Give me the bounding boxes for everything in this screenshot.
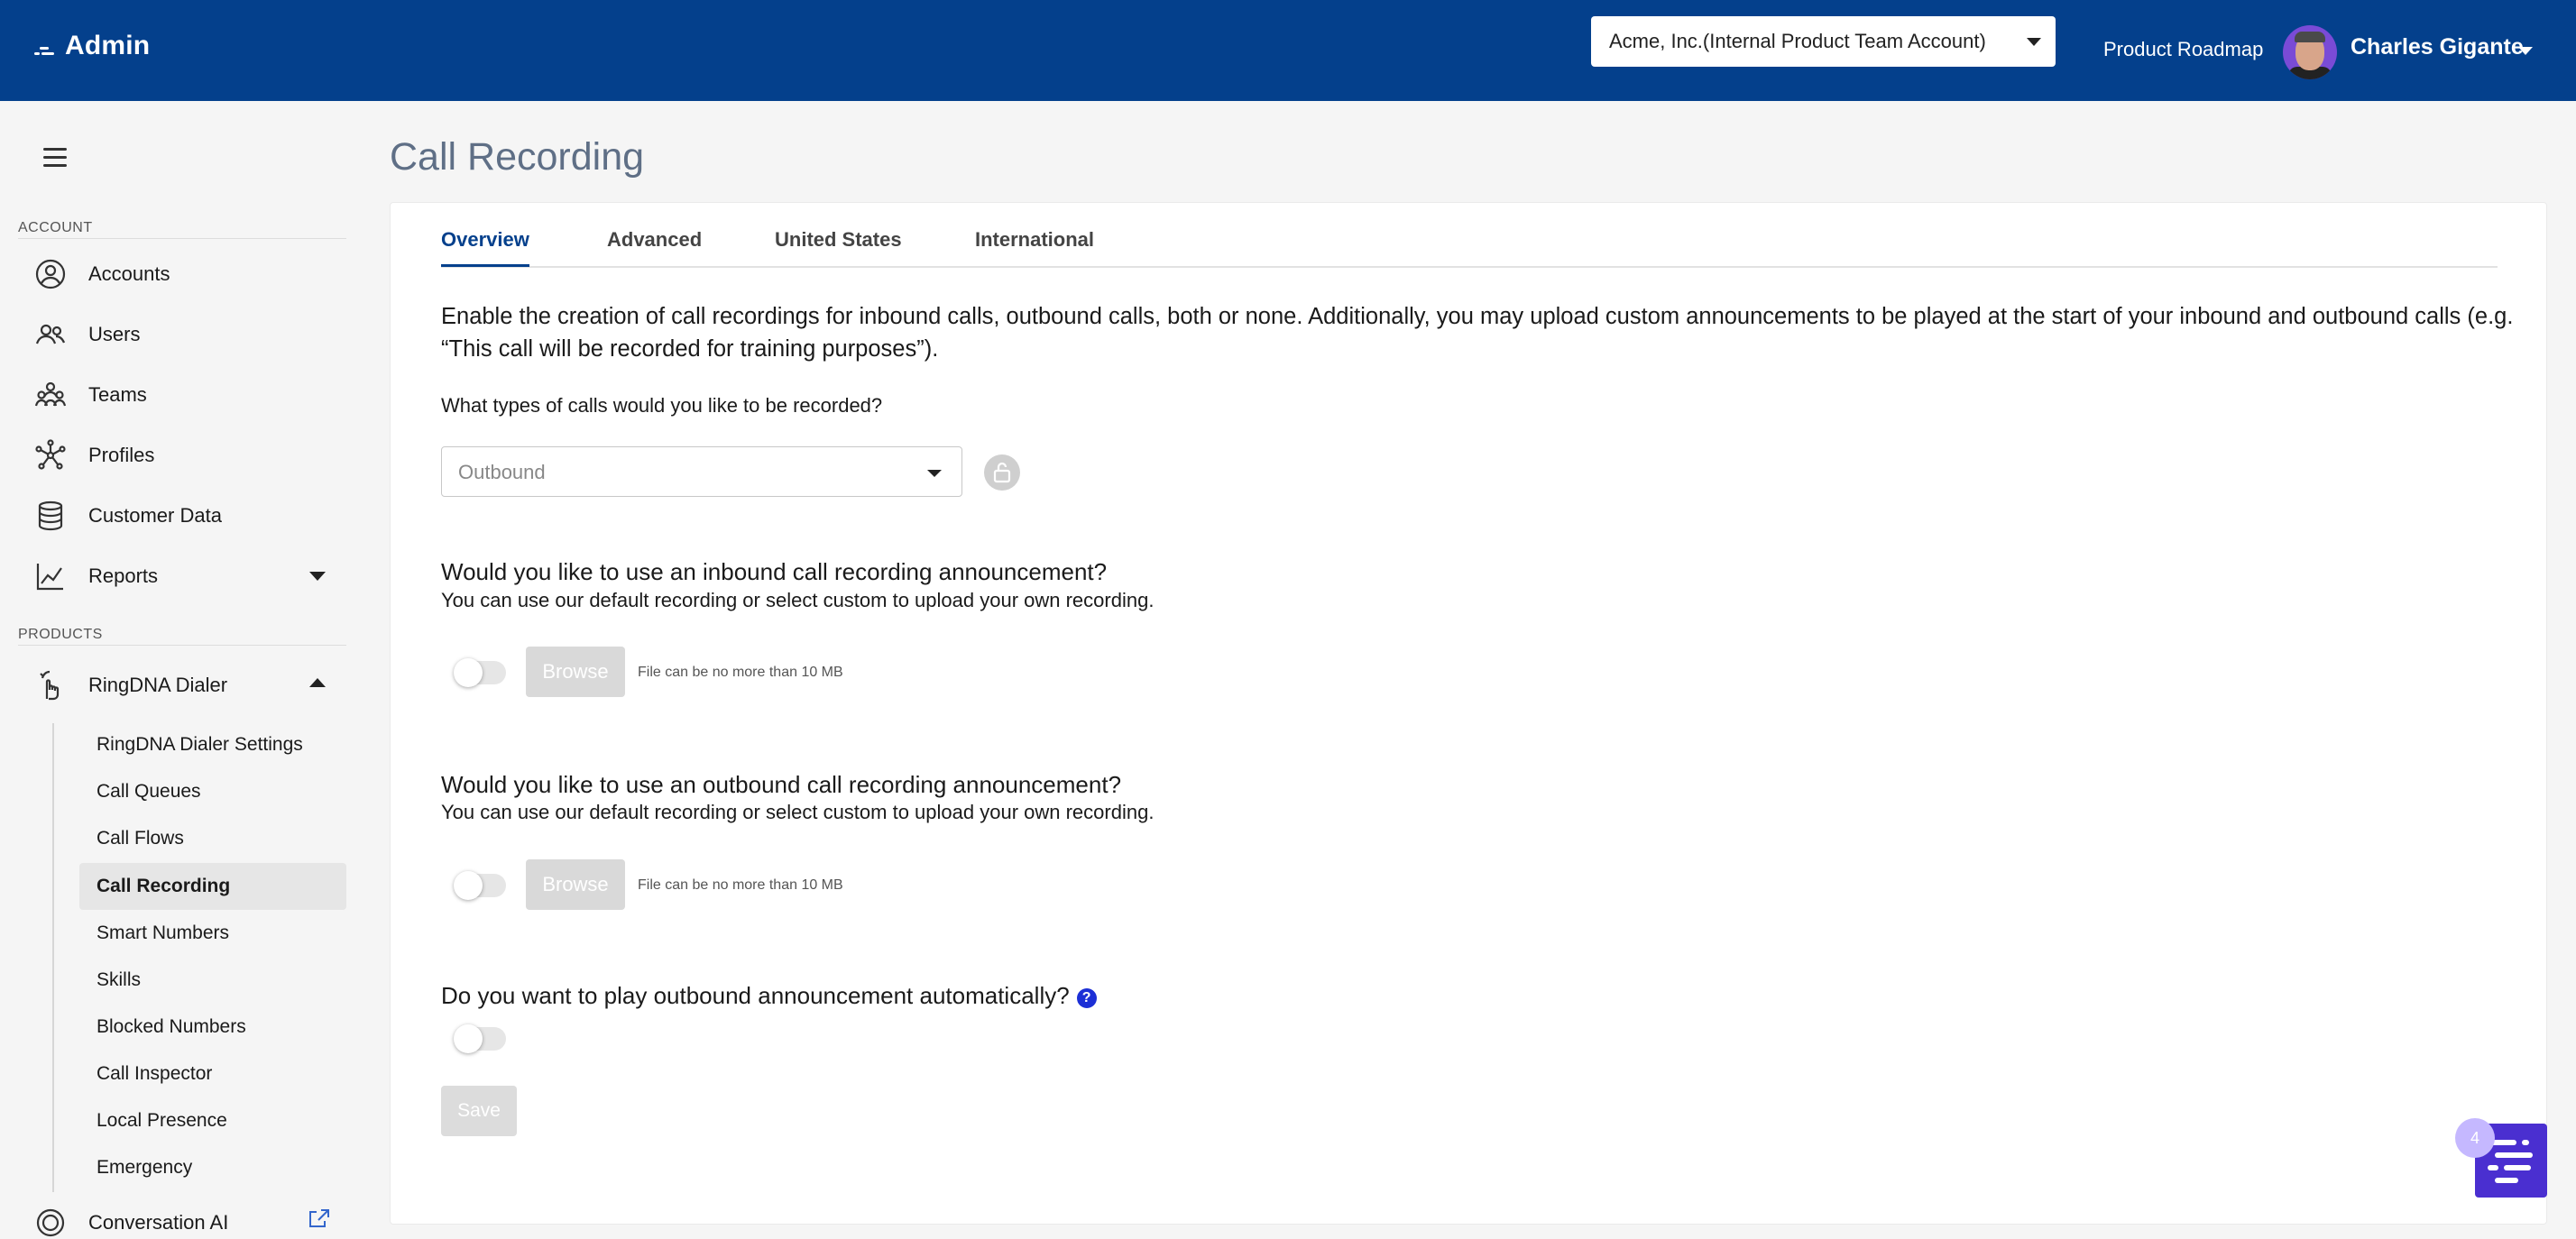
tab-overview[interactable]: Overview	[441, 228, 529, 267]
user-menu-chevron-icon[interactable]	[2518, 47, 2533, 55]
section-label-products: PRODUCTS	[18, 627, 103, 642]
top-header	[0, 0, 2576, 101]
auto-play-question-text: Do you want to play outbound announcement automatically?	[441, 982, 1070, 1009]
database-icon	[34, 500, 67, 532]
outbound-file-note: File can be no more than 10 MB	[638, 877, 843, 893]
menu-icon[interactable]	[43, 148, 67, 168]
hand-tap-icon	[34, 669, 67, 702]
sidebar-item-label: Teams	[88, 383, 147, 406]
sidebar-item-label: Profiles	[88, 444, 155, 466]
inbound-announcement-question: Would you like to use an inbound call recording announcement?	[441, 558, 1108, 585]
recording-types-question: What types of calls would you like to be recorded?	[441, 394, 883, 417]
product-roadmap-link[interactable]: Product Roadmap	[2103, 38, 2264, 60]
page-title: Call Recording	[390, 135, 645, 179]
sidebar-item-users[interactable]	[34, 318, 140, 351]
chat-notification-badge[interactable]: 4	[2455, 1118, 2495, 1158]
external-link-icon[interactable]	[308, 1208, 330, 1228]
sidebar-item-label: Customer Data	[88, 504, 222, 527]
sidebar-subitem-call-inspector[interactable]: Call Inspector	[97, 1063, 213, 1084]
chevron-up-icon[interactable]	[309, 678, 326, 687]
brand[interactable]	[34, 31, 150, 61]
sidebar-item-profiles[interactable]	[34, 439, 154, 472]
outbound-announcement-question: Would you like to use an outbound call recording announcement?	[441, 771, 1122, 798]
conversation-ai-icon	[34, 1207, 67, 1239]
auto-play-toggle[interactable]	[455, 1027, 506, 1051]
sidebar-item-ringdna-dialer[interactable]	[34, 669, 227, 702]
sidebar-item-reports[interactable]	[34, 560, 158, 592]
user-circle-icon	[34, 258, 67, 290]
sidebar-item-customer-data[interactable]	[34, 500, 222, 532]
sidebar-subitem-call-flows[interactable]: Call Flows	[97, 828, 184, 849]
chevron-down-icon[interactable]	[309, 572, 326, 581]
sidebar-subitem-blocked-numbers[interactable]: Blocked Numbers	[97, 1016, 246, 1037]
recording-types-select[interactable]	[441, 446, 962, 497]
chevron-down-icon	[2027, 38, 2041, 46]
sidebar-subitem-emergency[interactable]: Emergency	[97, 1157, 193, 1178]
sidebar-item-teams[interactable]	[34, 379, 147, 411]
avatar[interactable]	[2283, 25, 2337, 79]
tab-advanced[interactable]: Advanced	[607, 228, 703, 251]
account-selector-value: Acme, Inc.(Internal Product Team Account)	[1609, 30, 1986, 52]
divider	[18, 238, 346, 239]
sidebar-subitem-call-queues[interactable]: Call Queues	[97, 781, 201, 802]
save-button[interactable]: Save	[441, 1086, 517, 1136]
submenu-rule	[52, 723, 54, 1192]
sidebar	[0, 101, 361, 1234]
section-label-account: ACCOUNT	[18, 220, 93, 235]
sidebar-item-label: RingDNA Dialer	[88, 674, 228, 696]
tab-international[interactable]: International	[975, 228, 1095, 251]
sidebar-subitem-dialer-settings[interactable]: RingDNA Dialer Settings	[97, 734, 303, 755]
sidebar-item-conversation-ai[interactable]	[34, 1207, 228, 1239]
intro-text	[441, 300, 2516, 365]
sidebar-subitem-smart-numbers[interactable]: Smart Numbers	[97, 922, 230, 943]
account-selector[interactable]	[1591, 16, 2056, 67]
sidebar-item-accounts[interactable]	[34, 258, 170, 290]
inbound-file-note: File can be no more than 10 MB	[638, 665, 843, 680]
sidebar-subitem-call-recording[interactable]: Call Recording	[79, 863, 346, 910]
network-icon	[34, 439, 67, 472]
user-name[interactable]: Charles Gigante	[2351, 34, 2524, 60]
sidebar-item-label: Conversation AI	[88, 1211, 229, 1234]
chevron-down-icon	[927, 470, 942, 477]
inbound-announcement-toggle[interactable]	[455, 661, 506, 684]
lock-icon	[993, 462, 1011, 483]
sidebar-item-label: Users	[88, 323, 141, 345]
outbound-announcement-toggle[interactable]	[455, 874, 506, 897]
users-icon	[34, 318, 67, 351]
outbound-announcement-hint: You can use our default recording or select custom to upload your own recording.	[441, 801, 1155, 823]
auto-play-question	[441, 982, 1097, 1010]
outbound-browse-button[interactable]: Browse	[526, 859, 625, 910]
sidebar-item-label: Reports	[88, 564, 159, 587]
settings-card	[390, 202, 2547, 1225]
intro-line-1: Enable the creation of call recordings for inbound calls, outbound calls, both or none. Additionally, you may upload custom announcements to be played at the start of your inbound and outbound calls (e.g.	[441, 304, 2514, 329]
intro-line-2: “This call will be recorded for training purposes”).	[441, 336, 939, 362]
teams-icon	[34, 379, 67, 411]
sidebar-item-label: Accounts	[88, 262, 170, 285]
sidebar-subitem-local-presence[interactable]: Local Presence	[97, 1110, 227, 1131]
tab-bar	[441, 203, 2498, 268]
tab-united-states[interactable]: United States	[775, 228, 902, 251]
line-chart-icon	[34, 560, 67, 592]
sidebar-subitem-skills[interactable]: Skills	[97, 969, 142, 990]
recording-types-value: Outbound	[458, 461, 546, 483]
lock-button[interactable]	[984, 454, 1020, 491]
inbound-browse-button[interactable]: Browse	[526, 647, 625, 697]
brand-title: Admin	[65, 31, 151, 60]
inbound-announcement-hint: You can use our default recording or select custom to upload your own recording.	[441, 589, 1155, 611]
help-icon[interactable]: ?	[1077, 988, 1097, 1008]
divider	[18, 645, 346, 646]
brand-logo-icon	[34, 45, 54, 58]
